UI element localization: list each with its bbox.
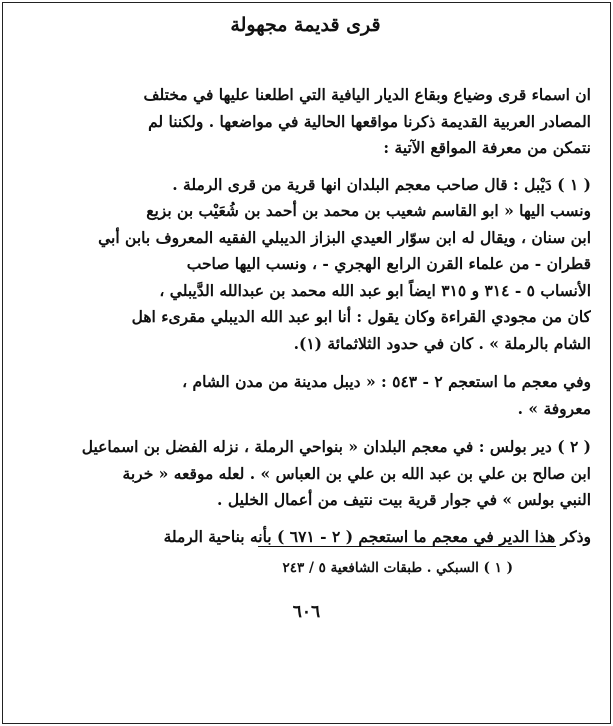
text-line: الأنساب ٥ - ٣١٤ و ٣١٥ ايضاً ابو عبد الله محمد بن عبدالله الدَّيبلي ، <box>159 280 591 300</box>
text-line: قطران - من علماء القرن الرابع الهجري - ، ونسب اليها صاحب <box>186 254 591 273</box>
entry-deir-bulus <box>14 434 591 514</box>
page-content <box>14 14 597 550</box>
text-line: ان اسماء قرى وضياع وبقاع الديار اليافية التي اطلعنا عليها في مختلف <box>143 85 591 104</box>
page-title: قرى قديمة مجهولة <box>230 14 381 36</box>
entry-dibl-note <box>14 369 591 422</box>
text-line: النبي بولس » في جوار قرية بيت نتيف من أعمال الخليل . <box>217 490 591 509</box>
text-line: ونسب اليها « ابو القاسم شعيب بن محمد بن أحمد بن شُعَيْب بن بزيع <box>146 201 591 220</box>
text-line: ( ١ ) دَيْبل : قال صاحب معجم البلدان انها قرية من قرى الرملة . <box>172 174 591 194</box>
page-number: ٦٠٦ <box>292 602 321 622</box>
intro-paragraph <box>14 82 591 162</box>
text-line: وذكر هذا الدير في معجم ما استعجم ( ٢ - ٦٧١ ) بأنه بناحية الرملة <box>163 526 591 546</box>
entry-dibl <box>14 172 591 358</box>
text-line: الشام بالرملة » . كان في حدود الثلاثمائة (١). <box>293 333 591 353</box>
text-line: المصادر العربية القديمة ذكرنا مواقعها الحالية في مواضعها . ولكننا لم <box>148 111 591 131</box>
text-line: كان من مجودي القراءة وكان يقول : أنا ابو عبد الله الديبلي مقرىء اهل <box>131 307 591 326</box>
text-line: وفي معجم ما استعجم ٢ - ٥٤٣ : « ديبل مدينة من مدن الشام ، <box>182 372 591 391</box>
footnote-divider <box>258 546 556 547</box>
text-line: ( ٢ ) دير بولس : في معجم البلدان « بنواحي الرملة ، نزله الفضل بن اسماعيل <box>81 437 591 456</box>
text-line: ابن سنان ، ويقال له ابن سوّار العيدي البزاز الديبلي الفقيه المعروف بابن أبي <box>98 227 591 247</box>
text-line: معروفة » . <box>517 398 591 418</box>
text-line: ابن صالح بن علي بن عبد الله بن علي بن العباس » . لعله موقعه « خربة <box>122 463 591 483</box>
text-line: نتمكن من معرفة المواقع الآتية : <box>383 138 591 157</box>
footnote: ( ١ ) السبكي . طبقات الشافعية ٥ / ٢٤٣ <box>282 560 513 576</box>
